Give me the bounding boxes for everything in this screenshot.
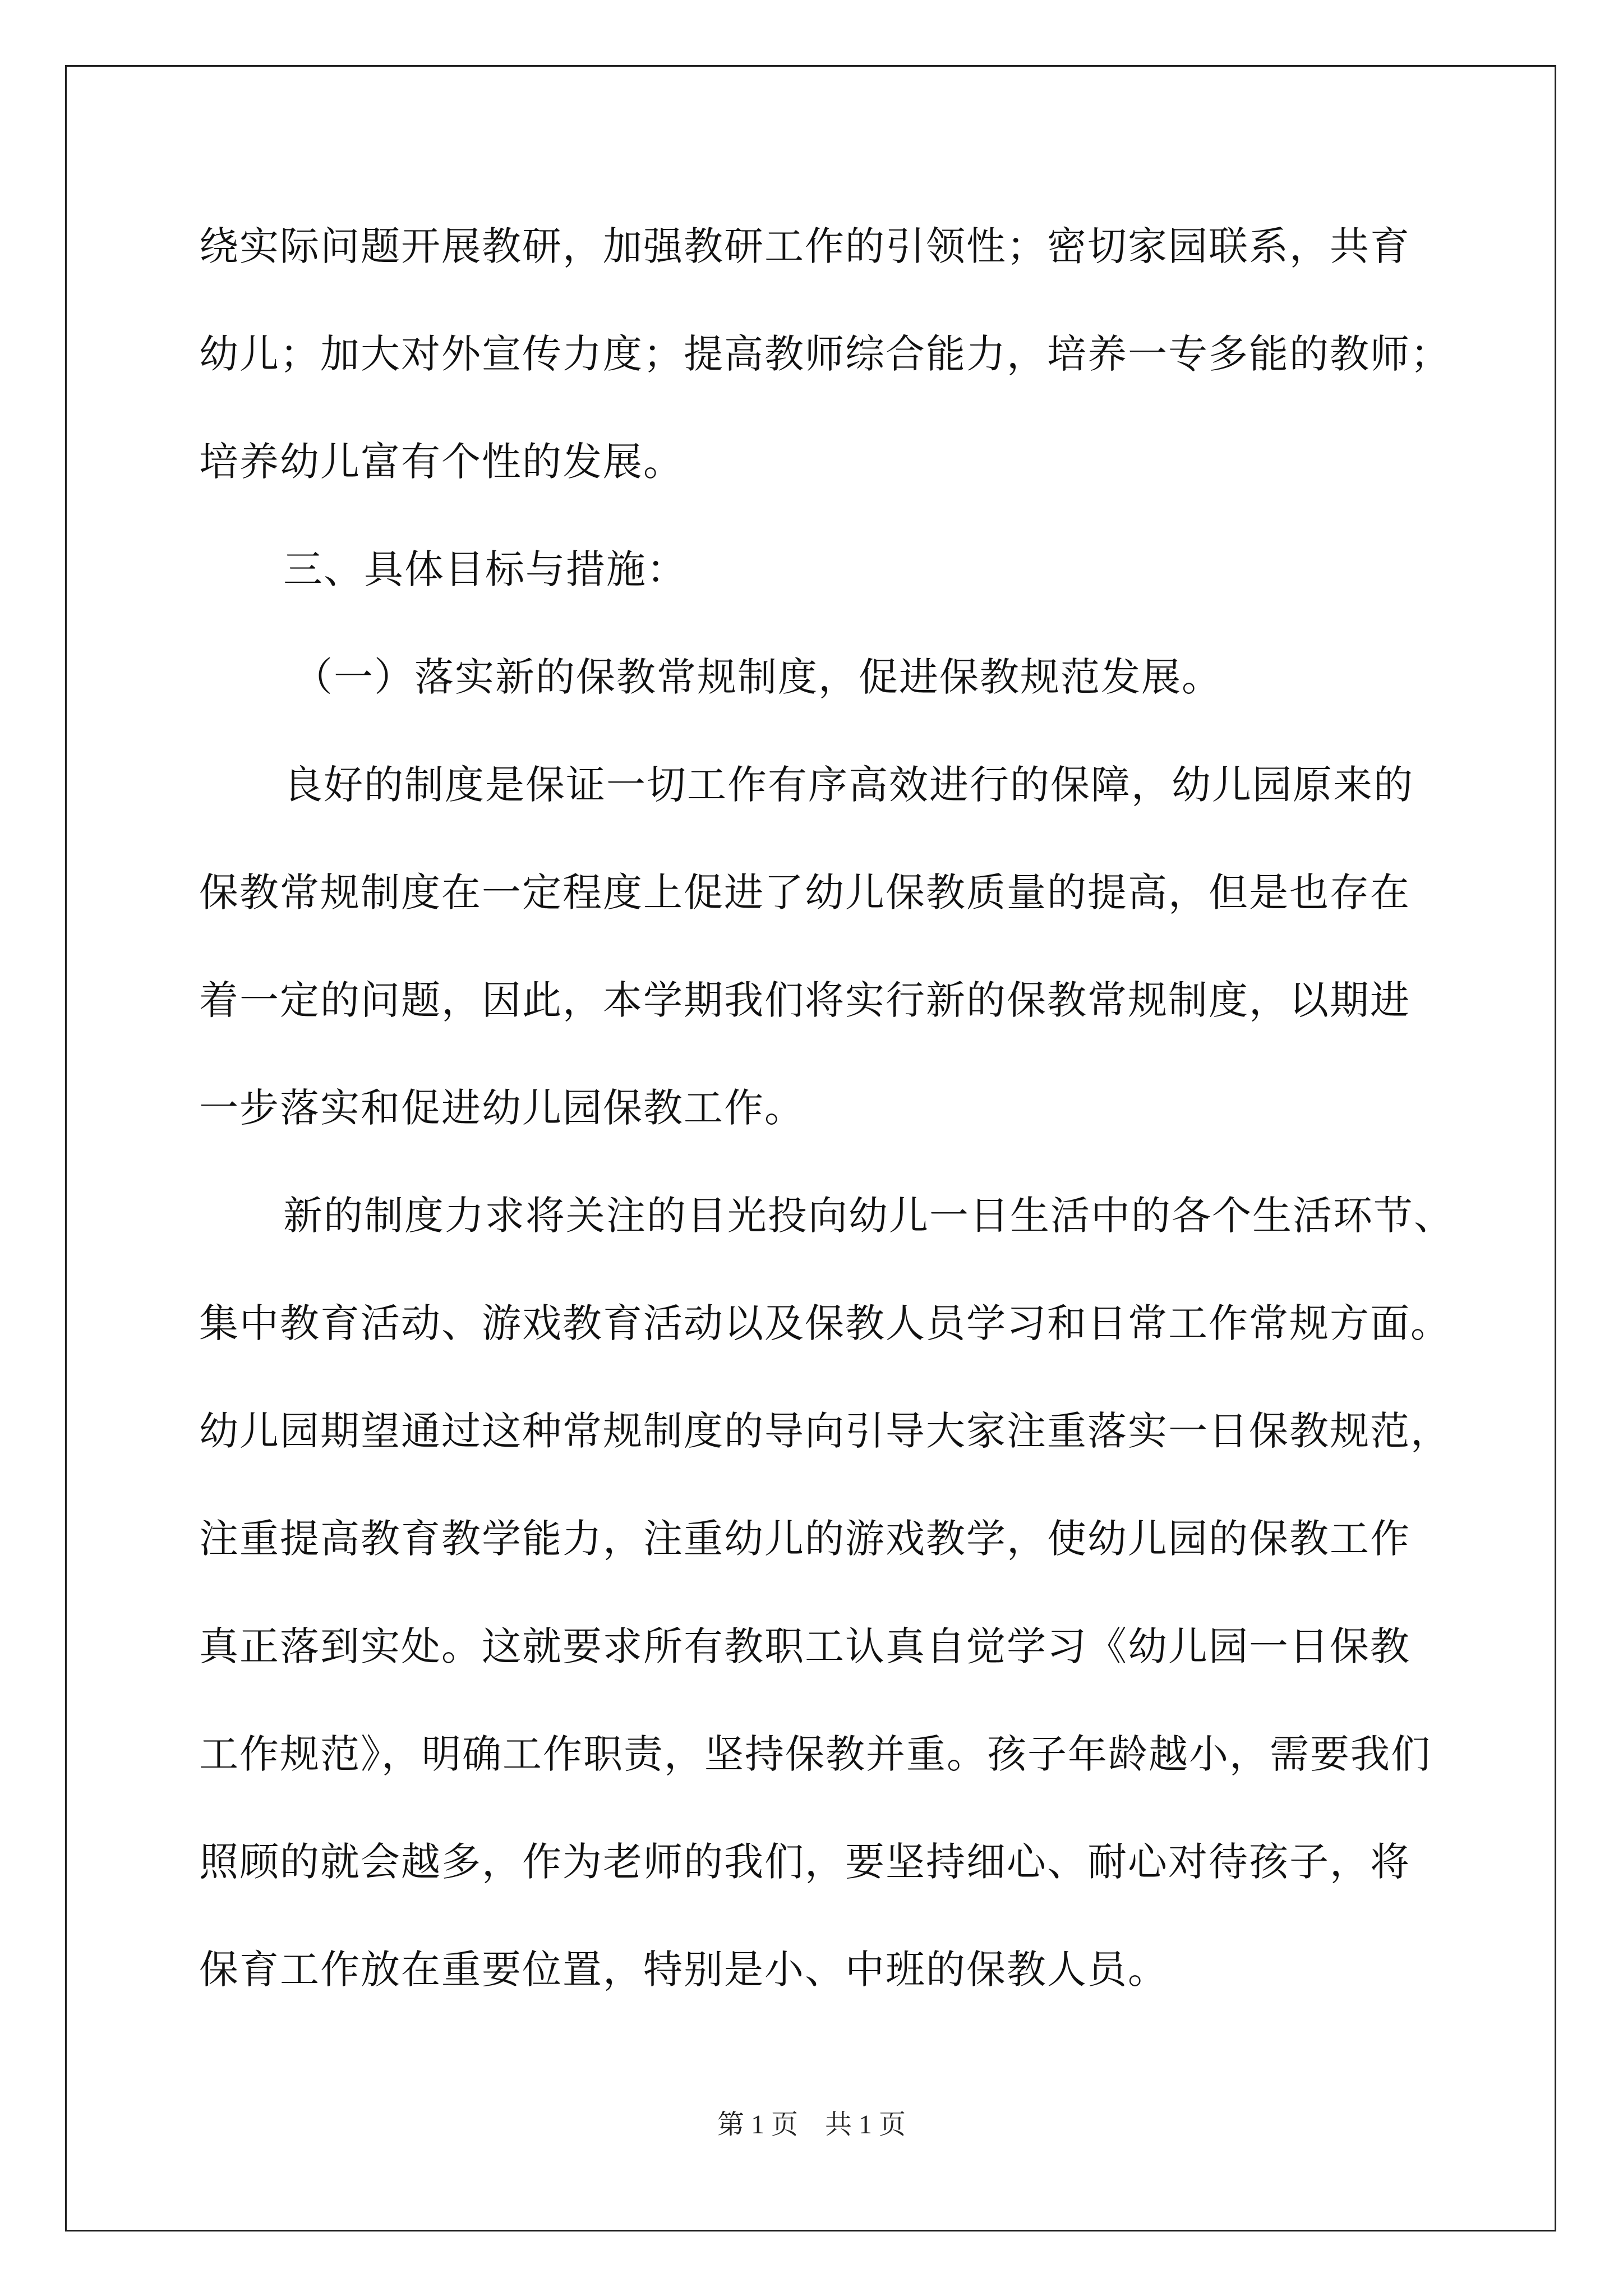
page-footer: 第 1 页 共 1 页 xyxy=(717,2110,906,2139)
text-line: 真正落到实处。这就要求所有教职工认真自觉学习《幼儿园一日保教 xyxy=(199,1623,1410,1669)
text-line: 幼儿园期望通过这种常规制度的导向引导大家注重落实一日保教规范， xyxy=(199,1408,1451,1454)
document-body xyxy=(199,213,1454,2044)
paragraph-start: 新的制度力求将关注的目光投向幼儿一日生活中的各个生活环节、 xyxy=(283,1193,1454,1239)
subsection-heading: （一）落实新的保教常规制度，促进保教规范发展。 xyxy=(293,654,1222,700)
text-line: 幼儿；加大对外宣传力度；提高教师综合能力，培养一专多能的教师； xyxy=(199,331,1451,377)
text-line: 工作规范》，明确工作职责，坚持保教并重。孩子年龄越小，需要我们 xyxy=(199,1731,1431,1777)
paragraph-start: 良好的制度是保证一切工作有序高效进行的保障，幼儿园原来的 xyxy=(283,762,1414,808)
text-line: 注重提高教育教学能力，注重幼儿的游戏教学，使幼儿园的保教工作 xyxy=(199,1516,1410,1562)
text-line: 一步落实和促进幼儿园保教工作。 xyxy=(199,1085,805,1131)
section-heading: 三、具体目标与措施： xyxy=(283,546,687,592)
text-line: 保教常规制度在一定程度上促进了幼儿保教质量的提高，但是也存在 xyxy=(199,869,1410,915)
text-line: 着一定的问题，因此，本学期我们将实行新的保教常规制度，以期进 xyxy=(199,977,1410,1023)
text-line: 集中教育活动、游戏教育活动以及保教人员学习和日常工作常规方面。 xyxy=(199,1300,1451,1346)
text-line: 培养幼儿富有个性的发展。 xyxy=(199,439,684,485)
text-line: 照顾的就会越多，作为老师的我们，要坚持细心、耐心对待孩子，将 xyxy=(199,1839,1410,1885)
text-line: 保育工作放在重要位置，特别是小、中班的保教人员。 xyxy=(199,1947,1168,1993)
text-line: 绕实际问题开展教研，加强教研工作的引领性；密切家园联系，共育 xyxy=(199,223,1410,269)
